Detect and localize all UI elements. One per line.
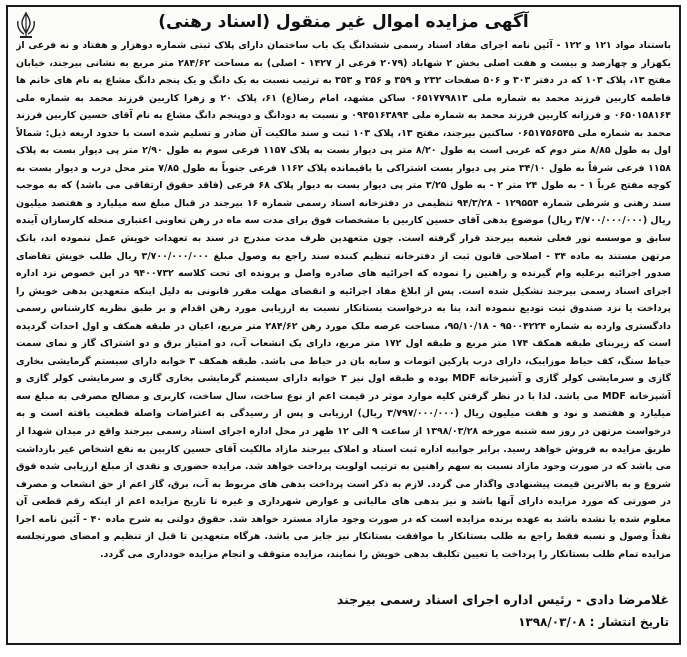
signature-line: غلامرضا دادی - رئیس اداره اجرای اسناد رسمی بیرجند <box>336 592 669 607</box>
notice-body: باستناد مواد ۱۲۱ و ۱۲۲ - آئین نامه اجرای مفاد اسناد رسمی ششدانگ یک باب ساختمان دارای پلاک ثبتی شماره دوهزار و هفتاد و نه فرعی از یکهزار و چهارصد و بیست و هفت اصلی بخش ۲ شهاباد (۲۰۷۹ فرعی از ۱۴۲۷ - اصلی) به مساحت ۲۸۴/۶۲ متر مربع به نشانی بیرجند، خیابان مفتح ۱۳، پلاک ۱۰۳ که در دفتر ۳۰۳ و ۵۰۶ صفحات ۲۳۲ و ۳۵۹ و ۳۵۶ و ۳۵۳ به ترتیب نسبت به یک دانگ و یک پنجم دانگ مشاع به نام های خانم ها فاطمه کاربین فرزند محمد به شماره ملی ۰۶۵۱۷۷۹۸۱۳ ساکن مشهد، امام رضا(ع) ۶۱، پلاک ۲۰ و زهرا کاربین فرزند محمد به شماره ملی ۰۶۵۰۱۵۸۱۶۴ و فرزانه کاربین فرزند محمد به شماره ملی ۰۹۴۵۱۶۳۸۹۴ و نسبت به دودانگ و دوپنجم دانگ مشاع به نام آقای حسین کاربین فرزند محمد به شماره ملی ۰۶۵۱۷۵۶۵۴۵ ساکنین بیرجند، مفتح ۱۳، پلاک ۱۰۳ ثبت و سند مالکیت آن صادر و تسلیم شده است با حدود اربعه ذیل: شمالاً اول به طول ۸/۸۵ متر دوم که غربی است به طول ۸/۲۰ متر پی دیوار بست به پلاک ۱۱۵۷ فرعی سوم به طول ۲/۹۰ متر پی دیوار بست به پلاک ۱۱۵۸ فرعی شرقاً به طول ۳۴/۱۰ متر پی دیوار بست اشتراکی با باقیمانده پلاک ۱۱۶۲ فرعی جنوباً به طول ۷/۸۵ متر محل درب و دیوار بست به کوچه مفتح غرباً ۱ - به طول ۲۴ متر ۲ - به طول ۳/۲۵ متر پی دیوار بست به دیوار پلاک ۶۸ فرعی (فاقد حقوق ارتفاقی می باشد) که به موجب سند رهنی و شرطی شماره ۱۲۹۵۵۴ - ۹۴/۳/۲۸ تنظیمی در دفترخانه اسناد رسمی شماره ۱۶ بیرجند در قبال مبلغ سه میلیارد و هفتصد میلیون ریال (۳/۷۰۰/۰۰۰/۰۰۰ ریال) موضوع بدهی آقای حسین کاربین با مشخصات فوق برای مدت سه ماه در رهن تعاونی اعتباری منحله کارسازان آینده سابق و موسسه نور فعلی شعبه بیرجند قرار گرفته است. چون متعهدین ظرف مدت مندرج در سند به تعهدات خویش عمل ننموده اند، بانک مرتهن مستند به ماده ۳۴ - اصلاحی قانون ثبت از دفترخانه تنظیم کننده سند راجع به وصول مبلغ ۳/۷۰۰/۰۰۰/۰۰۰ ریال طلب خویش تقاضای صدور اجرائیه برعلیه وام گیرنده و راهنین را نموده که اجرائیه های صادره واصل و پرونده ای تحت کلاسه ۹۴۰۰۷۳۲ در این خصوص نزد اداره اجرای اسناد رسمی بیرجند تشکیل شده است. پس از ابلاغ مفاد اجرائیه و انقضای مهلت مقرر قانونی به دلیل اینکه متعهدین بدهی خویش را پرداخت یا نزد صندوق ثبت تودیع ننموده اند، بنا به درخواست بستانکار نسبت به ارزیابی مورد رهن اقدام و بر طبق نظریه کارشناس رسمی دادگستری وارده به شماره ۹۵۰۰۴۲۲۴ - ۹۵/۱۰/۱۸، مساحت عرصه ملک مورد رهن ۲۸۴/۶۲ متر مربع، اعیان در طبقه همکف و اول احداث گردیده است که زیربنای طبقه همکف ۱۷۴ متر مربع و طبقه اول ۱۷۲ متر مربع، دارای یک انشعاب آب، دو امتیاز برق و دو اشتراک گاز و نمای سمت حیاط سنگ، کف حیاط موزاییک، دارای درب پارکین اتومات و سایه بان در حیاط می باشد. طبقه همکف ۳ خوابه دارای سیستم گرمایشی بخاری گازی و سرمایشی کولر گازی و آشپزخانه MDF بوده و طبقه اول نیز ۳ خوابه دارای سیستم گرمایشی بخاری گازی و سرمایشی کولر گازی و آشپزخانه MDF می باشد. لذا با در نظر گرفتن کلیه موارد موثر در قیمت اعم از نوع ساخت، سال ساخت، کاربری و مصالح مصرفی به مبلغ سه میلیارد و هفتصد و نود و هفت میلیون ریال (۳/۷۹۷/۰۰۰/۰۰۰ ریال) ارزیابی و پس از رسیدگی به اعتراضات واصله قطعیت یافته است و به درخواست مرتهن در روز سه شنبه مورخه ۱۳۹۸/۰۳/۲۸ از ساعت ۹ الی ۱۲ ظهر در محل اداره اجرای اسناد رسمی بیرجند واقع در میدان شهدا از طریق مزایده به فروش خواهد رسید. برابر جوابیه اداره ثبت اسناد و املاک بیرجند مازاد مالکیت آقای حسین کاربین به نفع اشخاص غیر بازداشت می باشد که در صورت وجود مازاد نسبت به سهم راهنین به ترتیب اولویت پرداخت خواهد شد. مزایده حضوری و نقدی از مبلغ ارزیابی شده فوق شروع و به بالاترین قیمت پیشنهادی واگذار می گردد. لازم به ذکر است پرداخت بدهی های مربوط به آب، برق، گاز اعم از حق انشعاب و مصرف در صورتی که مورد مزایده دارای آنها باشد و نیز بدهی های مالیاتی و عوارض شهرداری و غیره تا تاریخ مزایده اعم از اینکه رقم قطعی آن معلوم شده یا نشده باشد به عهده برنده مزایده است که در صورت وجود مازاد مسترد خواهد شد. حقوق دولتی به شرح ماده ۴۰ - آئین نامه اجرا نقداً وصول و نسبه فقط راجع به طلب بستانکار با موافقت بستانکار نیز جایز می باشد. هرگاه متعهدین تا قبل از تنظیم و امضای صورتجلسه مزایده تمام طلب بستانکار را پرداخت یا تعیین تکلیف بدهی خویش را نمایند، مزایده متوقف و انجام مزایده خودداری می گردد. <box>16 40 671 560</box>
legal-notice <box>6 5 681 645</box>
notice-title: آگهی مزایده اموال غیر منقول (اسناد رهنی) <box>158 12 529 32</box>
publish-date: تاریخ انتشار : ۱۳۹۸/۰۳/۰۸ <box>518 615 669 629</box>
